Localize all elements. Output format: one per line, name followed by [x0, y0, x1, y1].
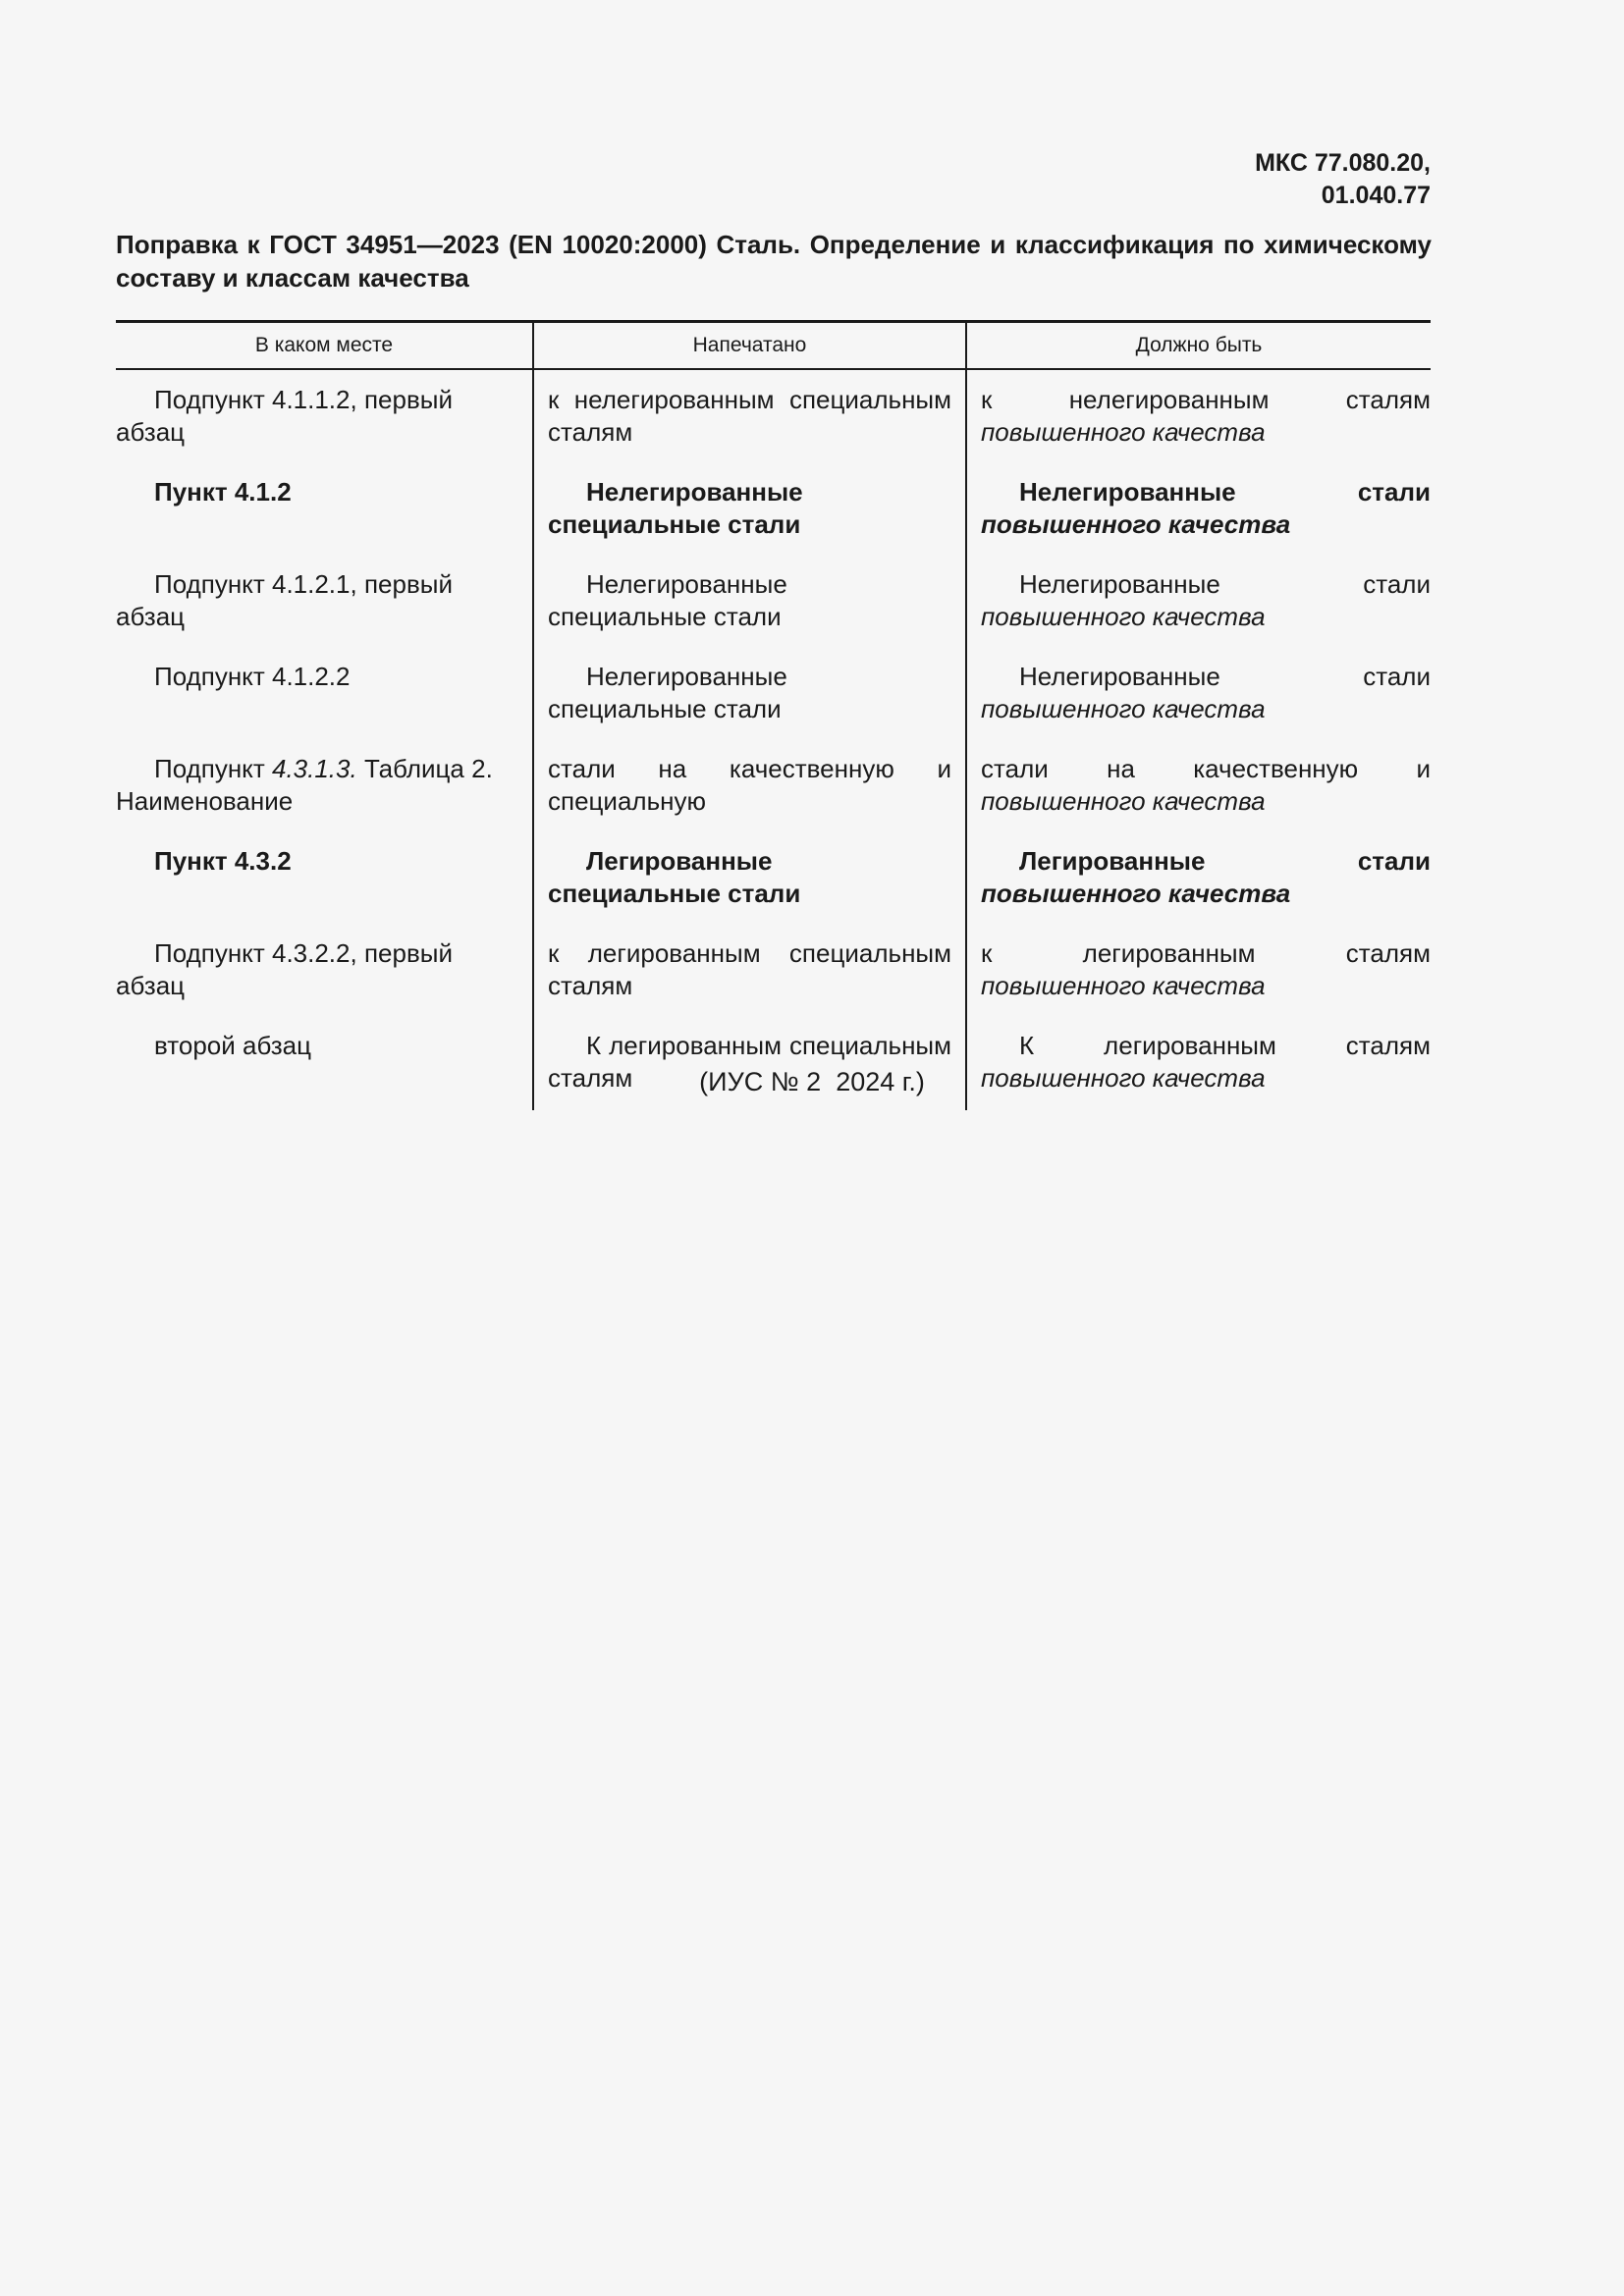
cell-printed: Нелегированные специальные стали: [533, 557, 966, 649]
document-title: Поправка к ГОСТ 34951—2023 (EN 10020:2000) Сталь. Определение и классификация по химическому составу и классам качества: [116, 230, 1432, 293]
cell-place: Пункт 4.3.2: [154, 846, 292, 876]
cell-printed: Нелегированные специальные стали: [533, 464, 966, 557]
cell-should-be: Нелегированные стали повышенного качества: [966, 649, 1431, 741]
cell-printed: Легированные специальные стали: [533, 833, 966, 926]
cell-place: Подпункт 4.1.1.2, первый абзац: [116, 385, 453, 447]
cell-should-be: Легированные стали повышенного качества: [966, 833, 1431, 926]
table-row: [116, 369, 1431, 464]
table-row: [116, 557, 1431, 649]
cell-place: Пункт 4.1.2: [154, 477, 292, 507]
cell-should-be: стали на качественную и повышенного качества: [966, 741, 1431, 833]
mks-line-2: 01.040.77: [1321, 182, 1431, 209]
column-header-should-be: Должно быть: [966, 322, 1431, 370]
cell-printed: к легированным специальным сталям: [533, 926, 966, 1018]
cell-should-be: Нелегированные стали повышенного качества: [966, 464, 1431, 557]
cell-should-be: к легированным сталям повышенного качества: [966, 926, 1431, 1018]
cell-should-be: Нелегированные стали повышенного качества: [966, 557, 1431, 649]
cell-place: Подпункт 4.1.2.2: [154, 662, 351, 691]
table-row: [116, 926, 1431, 1018]
cell-place: Подпункт 4.3.1.3. Таблица 2. Наименование: [116, 754, 493, 816]
cell-printed: к нелегированным специальным сталям: [533, 369, 966, 464]
amendment-table: [116, 320, 1431, 1110]
table-row: [116, 741, 1431, 833]
table-row: [116, 833, 1431, 926]
column-header-place: В каком месте: [254, 334, 394, 356]
table-row: [116, 464, 1431, 557]
cell-printed: Нелегированные специальные стали: [533, 649, 966, 741]
ius-reference: (ИУС № 2 2024 г.): [699, 1067, 925, 1096]
cell-printed: стали на качественную и специальную: [533, 741, 966, 833]
column-header-printed: Напечатано: [533, 322, 966, 370]
table-row: [116, 649, 1431, 741]
table-header-row: [116, 322, 1431, 370]
mks-line-1: МКС 77.080.20,: [1255, 149, 1431, 177]
cell-should-be: К легированным сталям повышенного качества: [966, 1018, 1431, 1110]
cell-place: Подпункт 4.3.2.2, первый абзац: [116, 938, 453, 1000]
cell-place: второй абзац: [154, 1031, 312, 1060]
cell-should-be: к нелегированным сталям повышенного качества: [966, 369, 1431, 464]
mks-codes: [1255, 147, 1431, 212]
cell-printed: К легированным специальным сталям: [533, 1018, 966, 1110]
cell-place: Подпункт 4.1.2.1, первый абзац: [116, 569, 453, 631]
